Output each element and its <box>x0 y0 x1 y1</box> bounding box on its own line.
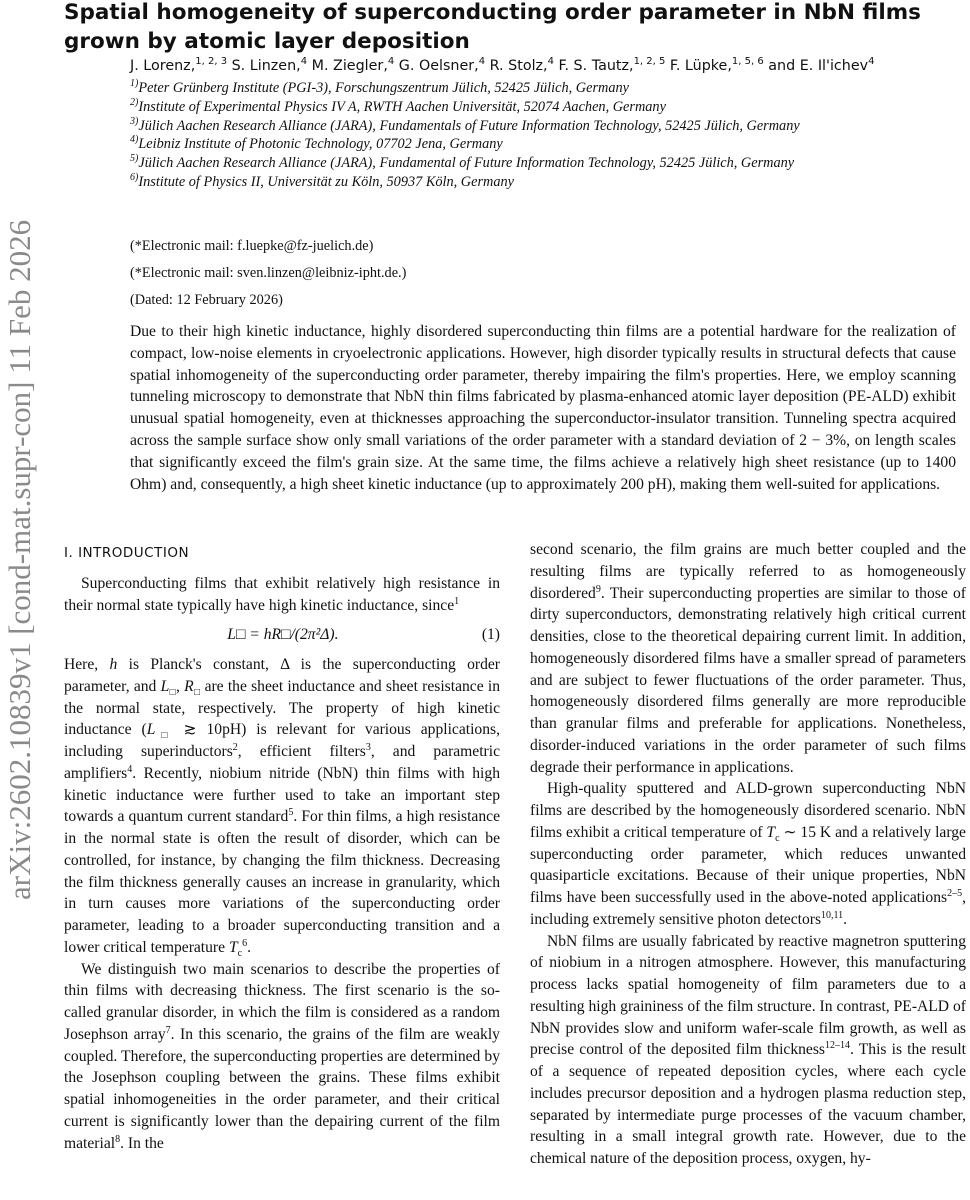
affiliation <box>130 117 850 136</box>
math-symbol: L <box>146 721 156 739</box>
text-run: . For thin films, a high resistance in the normal state is often the result of disorder, which can be controlled, for instance, by changing the film thickness. Decreasing the film thickness generally causes an increase in granularity, which in turn causes more variations of the superconducting order parameter, leading to a broader superconducting transition and a lower critical temperature <box>64 808 500 956</box>
email-note: (*Electronic mail: sven.linzen@leibniz-ipht.de.) <box>130 265 407 281</box>
text-run: M. Ziegler, <box>307 58 388 74</box>
text-run: Institute of Experimental Physics IV A, RWTH Aachen Universität, 52074 Aachen, Germany <box>138 98 666 115</box>
math-symbol: h <box>109 656 118 673</box>
paragraph <box>64 573 500 617</box>
text-run: NbN films are usually fabricated by reactive magnetron sputtering of niobium in a nitrogen atmosphere. However, this manufacturing process lacks spatial homogeneity of film parameters due to a resulting high graininess of the film structure. In contrast, PE-ALD of NbN provides slow and uniform wafer-scale film growth, as well as precise control of the deposited film thickness <box>530 932 966 1059</box>
arxiv-identifier-stamp: arXiv:2602.10839v1 [cond-mat.supr-con] 11 Feb 2026 <box>2 219 37 900</box>
equation-1 <box>64 624 500 646</box>
superscript: 4 <box>127 763 133 775</box>
right-column <box>530 539 966 1170</box>
subscript: c <box>237 947 243 959</box>
text-run: Superconducting films that exhibit relatively high resistance in their normal state typically have high kinetic inductance, since <box>64 574 500 614</box>
superscript: 4 <box>547 56 554 68</box>
superscript: 3) <box>130 115 139 127</box>
superscript: 7 <box>165 1024 171 1036</box>
superscript: 9 <box>595 583 601 595</box>
text-run: . Recently, niobium nitride (NbN) thin films with high kinetic inductance were further used to take an important step towards a quantum current standard <box>64 764 500 826</box>
affiliations <box>130 79 850 192</box>
text-run: ≳ 10pH) is relevant for various applications, including superinductors <box>64 721 500 760</box>
math-symbol: R <box>184 677 194 695</box>
superscript: 3 <box>365 741 371 753</box>
affiliation <box>130 154 850 173</box>
superscript: 4 <box>478 56 486 68</box>
text-run: S. Linzen, <box>227 58 301 74</box>
math-symbol: T <box>766 823 776 841</box>
text-run: and E. Il'ichev <box>763 58 869 74</box>
text-run: . In this scenario, the grains of the film are weakly coupled. Therefore, the superconducting properties are determined by the Josephson coupling between the grains. These films exhibit spatial inhomogeneities in the order parameter, and their critical current is significantly lower than the depairing current of the film material <box>64 1025 500 1152</box>
text-run: , efficient filters <box>237 743 366 760</box>
email-note: (*Electronic mail: f.luepke@fz-juelich.de) <box>130 238 374 254</box>
affiliation <box>130 79 850 98</box>
date-line: (Dated: 12 February 2026) <box>130 292 283 308</box>
superscript: 1, 5, 6 <box>731 56 764 68</box>
text-run: ∼ 15 K and a relatively large superconducting order parameter, which reduces unwanted quasiparticle excitations. Because of their unique properties, NbN films have been successfully used in the above-noted applications <box>530 823 966 906</box>
paragraph <box>530 931 966 1170</box>
text-run: . <box>247 938 251 956</box>
superscript: 1) <box>130 78 139 90</box>
superscript: 5) <box>130 153 139 165</box>
paragraph <box>530 539 966 778</box>
superscript: 4 <box>868 56 875 68</box>
superscript: 1, 2, 5 <box>633 56 666 68</box>
text-run: , including extremely sensitive photon detectors <box>530 889 966 928</box>
text-run: Jülich Aachen Research Alliance (JARA), Fundamental of Future Information Technology, 52425 Jülich, Germany <box>138 155 795 172</box>
text-run: J. Lorenz, <box>130 58 196 74</box>
section-heading: I. INTRODUCTION <box>64 545 190 561</box>
superscript: 1, 2, 3 <box>195 56 228 68</box>
text-run: G. Oelsner, <box>394 58 479 74</box>
subscript: □ <box>193 686 201 698</box>
subscript: □ <box>155 730 174 742</box>
text-run: . In the <box>120 1134 164 1152</box>
text-run: . <box>843 910 848 928</box>
superscript: 2 <box>232 741 238 753</box>
abstract: Due to their high kinetic inductance, highly disordered superconducting thin films are a potential hardware for the realization of compact, low-noise elements in cryoelectronic applications. However, high disorder typically results in structural defects that cause spatial inhomogeneity of the superconducting order parameter, thereby impairing the film's properties. Here, we employ scanning tunneling microscopy to demonstrate that NbN thin films fabricated by plasma-enhanced atomic layer deposition (PE-ALD) exhibit unusual spatial homogeneity, even at thicknesses approaching the superconductor-insulator transition. Tunneling spectra acquired across the sample surface show only small variations of the order parameter with a standard deviation of 2 − 3%, on length scales that significantly exceed the film's grain size. At the same time, the films achieve a relatively high sheet resistance (up to 1400 Ohm) and, consequently, a high sheet kinetic inductance (up to approximately 200 pH), making them well-suited for applications. <box>130 323 956 493</box>
affiliation <box>130 98 850 117</box>
affiliation <box>130 173 850 192</box>
text-run: Institute of Physics II, Universität zu Köln, 50937 Köln, Germany <box>138 173 514 190</box>
affiliation <box>130 135 850 154</box>
superscript: 4 <box>300 56 308 68</box>
superscript: 10,11 <box>821 909 844 921</box>
superscript: 4) <box>130 134 139 146</box>
math-symbol: L <box>160 677 170 695</box>
superscript: 1 <box>454 595 460 607</box>
text-run: . This is the result of a sequence of repeated deposition cycles, where each cycle includes precursor deposition and a hydrogen plasma reduction step, separated by intermediate purge processes of the vacuum chamber, resulting in a small integral growth rate. However, due to the chemical nature of the deposition process, oxygen, hy- <box>530 1041 966 1167</box>
text-run: R. Stolz, <box>485 58 548 74</box>
text-run: Jülich Aachen Research Alliance (JARA), Fundamentals of Future Information Technology, 52425 Jülich, Germany <box>138 117 800 134</box>
paragraph <box>530 778 966 930</box>
text-run: F. S. Tautz, <box>553 58 634 74</box>
superscript: 2) <box>130 97 139 109</box>
text-run: Leibniz Institute of Photonic Technology, 07702 Jena, Germany <box>138 136 503 153</box>
text-run: Peter Grünberg Institute (PGI-3), Forschungszentrum Jülich, 52425 Jülich, Germany <box>138 80 629 96</box>
text-run: , <box>175 677 185 695</box>
text-run: High-quality sputtered and ALD-grown superconducting NbN films are described by the homogeneously disordered scenario. NbN films exhibit a critical temperature of <box>530 780 966 841</box>
paragraph <box>64 959 500 1155</box>
paragraph <box>64 654 500 959</box>
text-run: are the sheet inductance and sheet resistance in the normal state, respectively. The property of high kinetic inductance ( <box>64 677 500 739</box>
superscript: 5 <box>288 807 294 819</box>
text-run: second scenario, the film grains are much better coupled and the resulting films are typically referred to as homogeneously disordered <box>530 541 966 602</box>
superscript: 8 <box>115 1133 121 1145</box>
superscript: 6 <box>242 937 248 949</box>
paper-title: Spatial homogeneity of superconducting order parameter in NbN films grown by atomic layer deposition <box>64 0 921 54</box>
text-run: We distinguish two main scenarios to describe the properties of thin films with decreasing thickness. The first scenario is the so-called granular disorder, in which the film is considered as a random Josephson array <box>64 960 500 1043</box>
superscript: 12–14 <box>825 1040 850 1052</box>
text-run: is Planck's constant, Δ is the superconducting order parameter, and <box>64 656 501 695</box>
text-run: . Their superconducting properties are similar to those of dirty superconductors, demonstrating relatively high critical current densities, close to the theoretical depairing current limit. In addition, homogeneously disordered films have a smaller spread of parameters and are subject to fewer fluctuations of the order parameter. Thus, homogeneously disordered films generally are more reproducible than granular films and preferable for applications. Nonetheless, disorder-induced variations in the order parameter of such films degrade their performance in applications. <box>530 584 966 776</box>
text-run: F. Lüpke, <box>665 58 732 74</box>
superscript: 4 <box>387 56 395 68</box>
math-symbol: T <box>228 938 238 956</box>
author-list <box>130 58 874 74</box>
equation-number: (1) <box>481 626 500 644</box>
superscript: 2–5 <box>947 887 963 899</box>
equation-formula: L□ = hR□/(2π²Δ). <box>227 626 339 644</box>
subscript: □ <box>169 686 176 698</box>
superscript: 6) <box>130 172 139 184</box>
text-run: , and parametric amplifiers <box>64 743 501 782</box>
subscript: c <box>775 832 780 844</box>
text-run: Here, <box>64 656 110 673</box>
left-column <box>64 543 500 1154</box>
